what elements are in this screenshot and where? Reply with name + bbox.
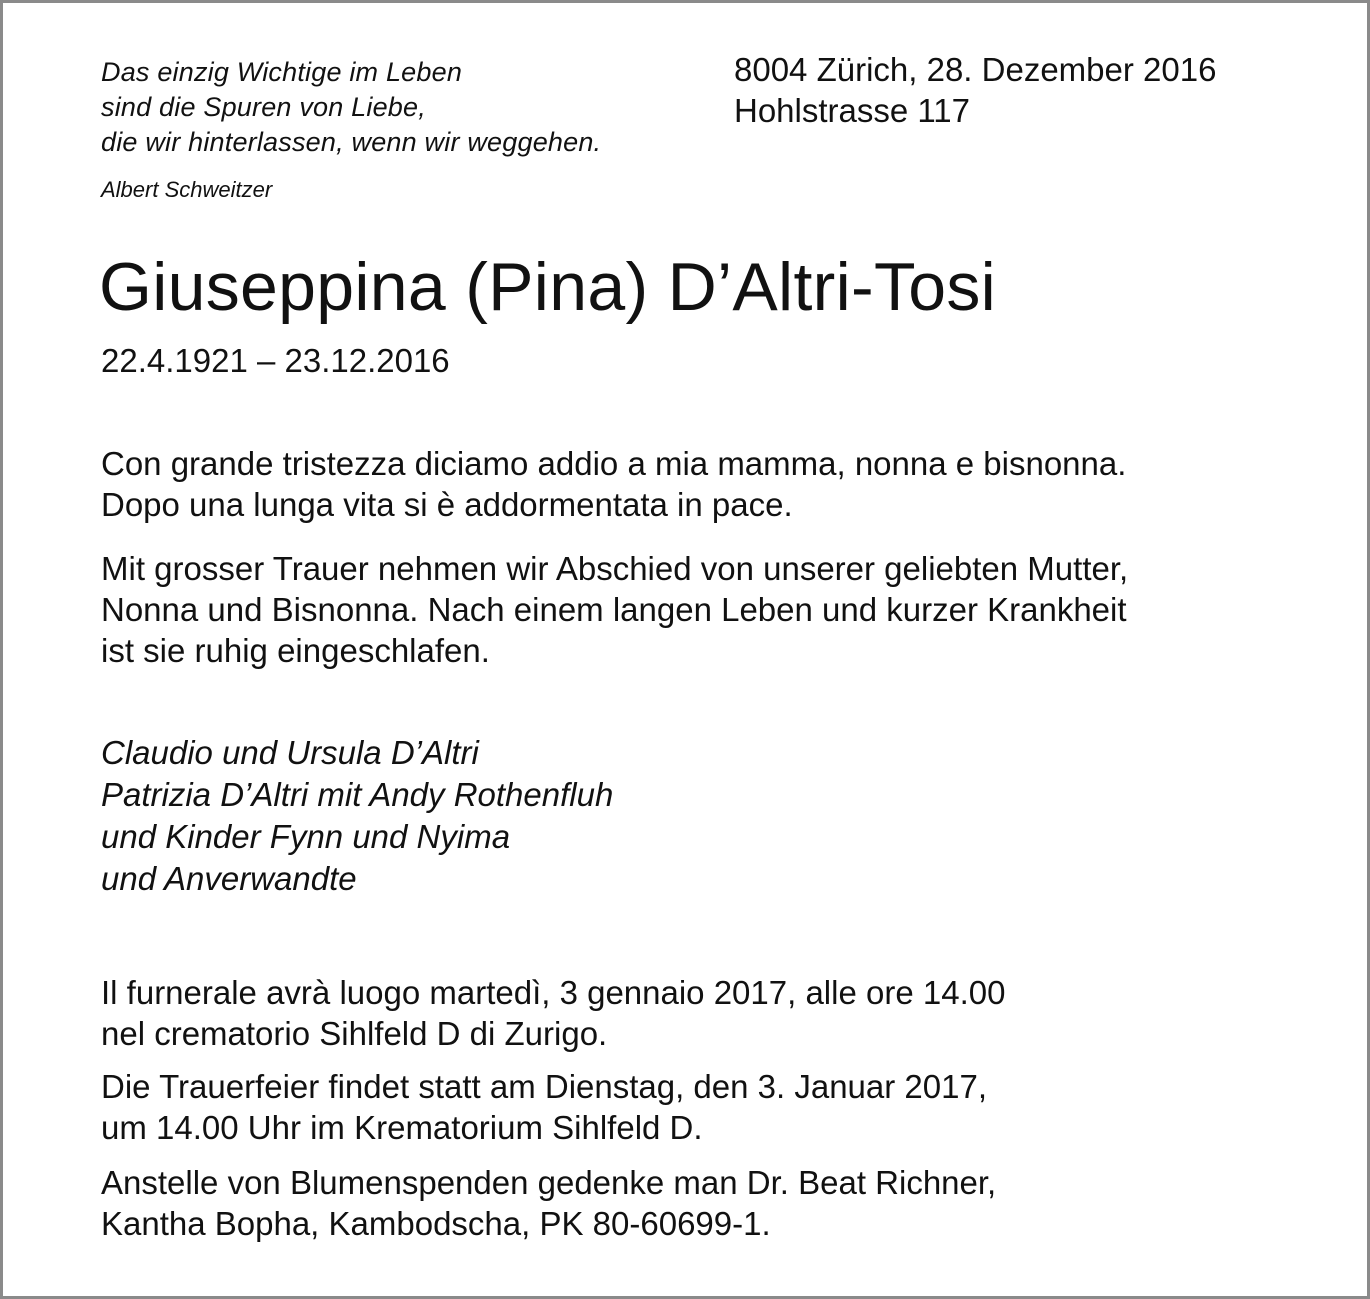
quote-line: die wir hinterlassen, wenn wir weggehen.	[101, 127, 602, 157]
funeral-info-italian	[101, 972, 1005, 1054]
funeral-info-german	[101, 1066, 987, 1148]
info-line: Kantha Bopha, Kambodscha, PK 80-60699-1.	[101, 1205, 771, 1242]
message-line: Con grande tristezza diciamo addio a mia mamma, nonna e bisnonna.	[101, 445, 1127, 482]
info-line: Il furnerale avrà luogo martedì, 3 gennaio 2017, alle ore 14.00	[101, 974, 1006, 1011]
message-line: ist sie ruhig eingeschlafen.	[101, 632, 490, 669]
deceased-name: Giuseppina (Pina) D’Altri-Tosi	[99, 249, 997, 325]
epigraph-quote	[101, 55, 601, 160]
place-date-line: 8004 Zürich, 28. Dezember 2016	[734, 51, 1217, 88]
message-line: Dopo una lunga vita si è addormentata in pace.	[101, 486, 793, 523]
info-line: nel crematorio Sihlfeld D di Zurigo.	[101, 1015, 608, 1052]
place-and-date	[734, 49, 1216, 131]
info-line: Anstelle von Blumenspenden gedenke man Dr. Beat Richner,	[101, 1164, 997, 1201]
mourner-line: und Kinder Fynn und Nyima	[101, 818, 511, 855]
quote-line: sind die Spuren von Liebe,	[101, 92, 426, 122]
quote-author: Albert Schweitzer	[101, 177, 273, 202]
message-german	[101, 548, 1128, 671]
info-line: um 14.00 Uhr im Krematorium Sihlfeld D.	[101, 1109, 703, 1146]
donation-info	[101, 1162, 996, 1244]
info-line: Die Trauerfeier findet statt am Dienstag, den 3. Januar 2017,	[101, 1068, 988, 1105]
address-line: Hohlstrasse 117	[734, 92, 971, 129]
message-italian	[101, 443, 1126, 525]
life-dates: 22.4.1921 – 23.12.2016	[101, 342, 450, 379]
mourner-line: Claudio und Ursula D’Altri	[101, 734, 479, 771]
mourner-line: und Anverwandte	[101, 860, 357, 897]
mourners-list	[101, 732, 613, 900]
mourner-line: Patrizia D’Altri mit Andy Rothenfluh	[101, 776, 614, 813]
message-line: Mit grosser Trauer nehmen wir Abschied von unserer geliebten Mutter,	[101, 550, 1129, 587]
message-line: Nonna und Bisnonna. Nach einem langen Leben und kurzer Krankheit	[101, 591, 1127, 628]
quote-line: Das einzig Wichtige im Leben	[101, 57, 463, 87]
